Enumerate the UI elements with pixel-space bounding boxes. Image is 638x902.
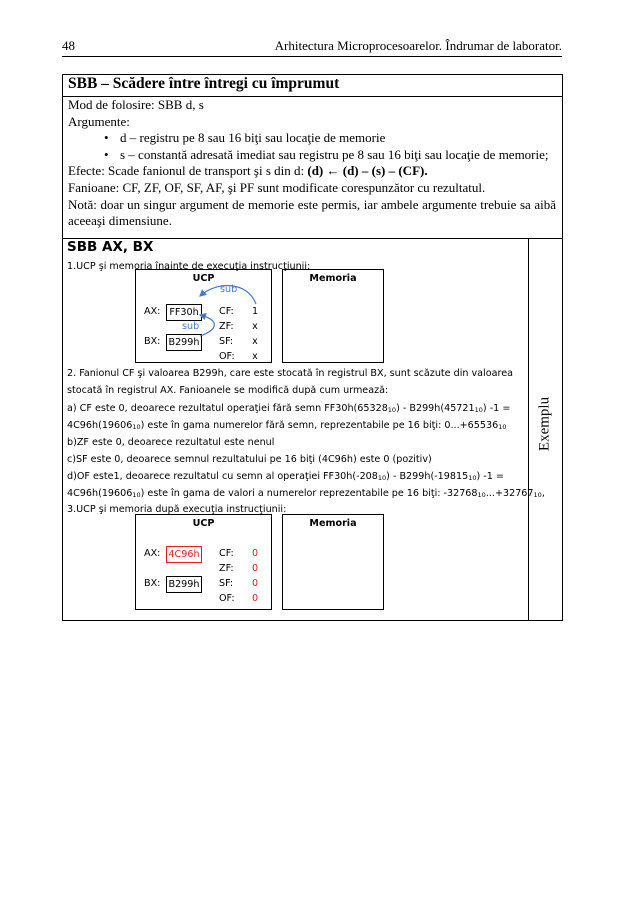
- flag-zf-label: ZF:: [219, 563, 234, 574]
- bx-value: B299h: [166, 576, 202, 593]
- text-a1-mid: ) - B299h(45721: [396, 403, 475, 414]
- effects-line: [68, 163, 556, 180]
- explanation-d-line1: [67, 470, 504, 485]
- explanation-c: c)SF este 0, deoarece semnul rezultatului pe 16 biţi (4C96h) este 0 (pozitiv): [67, 454, 432, 465]
- flag-cf-label: CF:: [219, 306, 234, 317]
- explanation-a-line1: [67, 402, 510, 417]
- flag-zf-label: ZF:: [219, 321, 234, 332]
- flag-cf-value: 1: [251, 306, 259, 317]
- example-cell: [63, 239, 562, 620]
- text-d2-post: ,: [541, 488, 545, 499]
- explanation-p2-line2: stocată în registrul AX. Fanioanele se modifică după cum urmează:: [67, 385, 389, 396]
- base-10: 10: [474, 406, 483, 414]
- example-label-text: Exemplu: [536, 396, 553, 452]
- base-10: 10: [387, 406, 397, 414]
- flag-zf-value: 0: [251, 563, 259, 574]
- arguments-label: Argumente:: [68, 113, 130, 129]
- base-10: 10: [498, 423, 507, 431]
- bx-value: B299h: [166, 334, 202, 351]
- flag-sf-value: x: [252, 336, 258, 347]
- running-title: Arhitectura Microprocesoarelor. Îndrumar de laborator.: [274, 38, 562, 53]
- example-divider: [528, 239, 529, 620]
- sub-label-top: sub: [220, 284, 238, 295]
- flag-of-value: x: [252, 351, 258, 362]
- ucp-box-before: [135, 269, 272, 363]
- flags-line: Fanioane: CF, ZF, OF, SF, AF, şi PF sunt modificate corespunzător cu rezultatul.: [68, 179, 486, 195]
- base-10: 10: [377, 474, 387, 482]
- ucp-label: UCP: [192, 273, 215, 284]
- memory-label: Memoria: [309, 518, 357, 529]
- flag-sf-label: SF:: [219, 336, 234, 347]
- flag-sf-label: SF:: [219, 578, 234, 589]
- instruction-description: [68, 97, 556, 230]
- argument-s-text: s – constantă adresată imediat sau registru pe 8 sau 16 biţi sau locaţie de memorie;: [120, 146, 549, 162]
- text-d1-mid: ) - B299h(-19815: [386, 471, 469, 482]
- sub-label-bottom: sub: [182, 321, 200, 332]
- ucp-label: UCP: [192, 518, 215, 529]
- example-title: SBB AX, BX: [67, 239, 154, 255]
- flag-of-value: 0: [251, 593, 259, 604]
- ax-label: AX:: [144, 548, 161, 559]
- base-10: 10: [132, 491, 141, 499]
- note-paragraph: Notă: doar un singur argument de memorie este permis, iar ambele argumente trebuie sa aibă aceeaşi dimensiune.: [68, 196, 556, 229]
- instruction-description-cell: [63, 75, 562, 239]
- base-10: 10: [477, 491, 486, 499]
- bx-label: BX:: [144, 336, 161, 347]
- effects-formula: (d) ← (d) – (s) – (CF).: [307, 163, 428, 179]
- argument-d: [68, 130, 556, 147]
- explanation-a-line2: [67, 419, 506, 434]
- text-a2-pre: 4C96h(19606: [67, 420, 133, 431]
- text-a2-post: ) este în gama numerelor fără semn, reprezentabile pe 16 biţi: 0...+65536: [140, 420, 499, 431]
- text-a1-post: ) -1 =: [482, 403, 511, 414]
- memory-label: Memoria: [309, 273, 357, 284]
- flag-sf-value: 0: [251, 578, 259, 589]
- base-10: 10: [533, 491, 542, 499]
- base-10: 10: [132, 423, 141, 431]
- sub-arrows: [136, 270, 271, 362]
- ax-value: FF30h: [166, 304, 202, 321]
- bx-label: BX:: [144, 578, 161, 589]
- text-d1-pre: d)OF este1, deoarece rezultatul cu semn al operaţiei FF30h(-208: [67, 471, 378, 482]
- memory-box-after: [282, 514, 384, 610]
- effects-text: Efecte: Scade fanionul de transport şi s din d:: [68, 163, 308, 179]
- ucp-box-after: [135, 514, 272, 610]
- ax-label: AX:: [144, 306, 161, 317]
- example-side-label: [531, 389, 559, 459]
- flag-zf-value: x: [252, 321, 258, 332]
- flag-cf-label: CF:: [219, 548, 234, 559]
- bullet-icon: •: [104, 146, 109, 162]
- explanation-p2-line1: 2. Fanionul CF şi valoarea B299h, care este stocată în registrul BX, sunt scăzute din valoarea: [67, 368, 513, 379]
- instruction-table: [62, 74, 563, 621]
- step-1-text: 1.UCP şi memoria înainte de execuţia instrucţiunii:: [67, 261, 311, 272]
- flag-of-label: OF:: [219, 593, 235, 604]
- argument-s: [68, 147, 556, 164]
- flag-cf-value: 0: [251, 548, 259, 559]
- flag-of-label: OF:: [219, 351, 235, 362]
- text-d1-post: ) -1 =: [476, 471, 504, 482]
- text-d2-pre: 4C96h(19606: [67, 488, 133, 499]
- text-d2-mid: ) este în gama de valori a numerelor reprezentabile pe 16 biţi: -32768: [140, 488, 478, 499]
- usage-line: Mod de folosire: SBB d, s: [68, 97, 204, 112]
- page-header: [62, 36, 562, 57]
- text-d2-mid2: ...+32767: [485, 488, 534, 499]
- instruction-title: SBB – Scădere între întregi cu împrumut: [68, 75, 340, 92]
- text-a1-pre: a) CF este 0, deoarece rezultatul operaţiei fără semn FF30h(65328: [67, 403, 388, 414]
- argument-d-text: d – registru pe 8 sau 16 biţi sau locaţie de memorie: [120, 130, 386, 146]
- bullet-icon: •: [104, 130, 109, 146]
- explanation-d-line2: [67, 487, 545, 502]
- base-10: 10: [468, 474, 477, 482]
- step-3-text: 3.UCP şi memoria după execuţia instrucţiunii:: [67, 504, 287, 515]
- explanation-b: b)ZF este 0, deoarece rezultatul este nenul: [67, 437, 275, 448]
- ax-value: 4C96h: [166, 546, 202, 563]
- memory-box-before: [282, 269, 384, 363]
- page-number: 48: [62, 38, 75, 53]
